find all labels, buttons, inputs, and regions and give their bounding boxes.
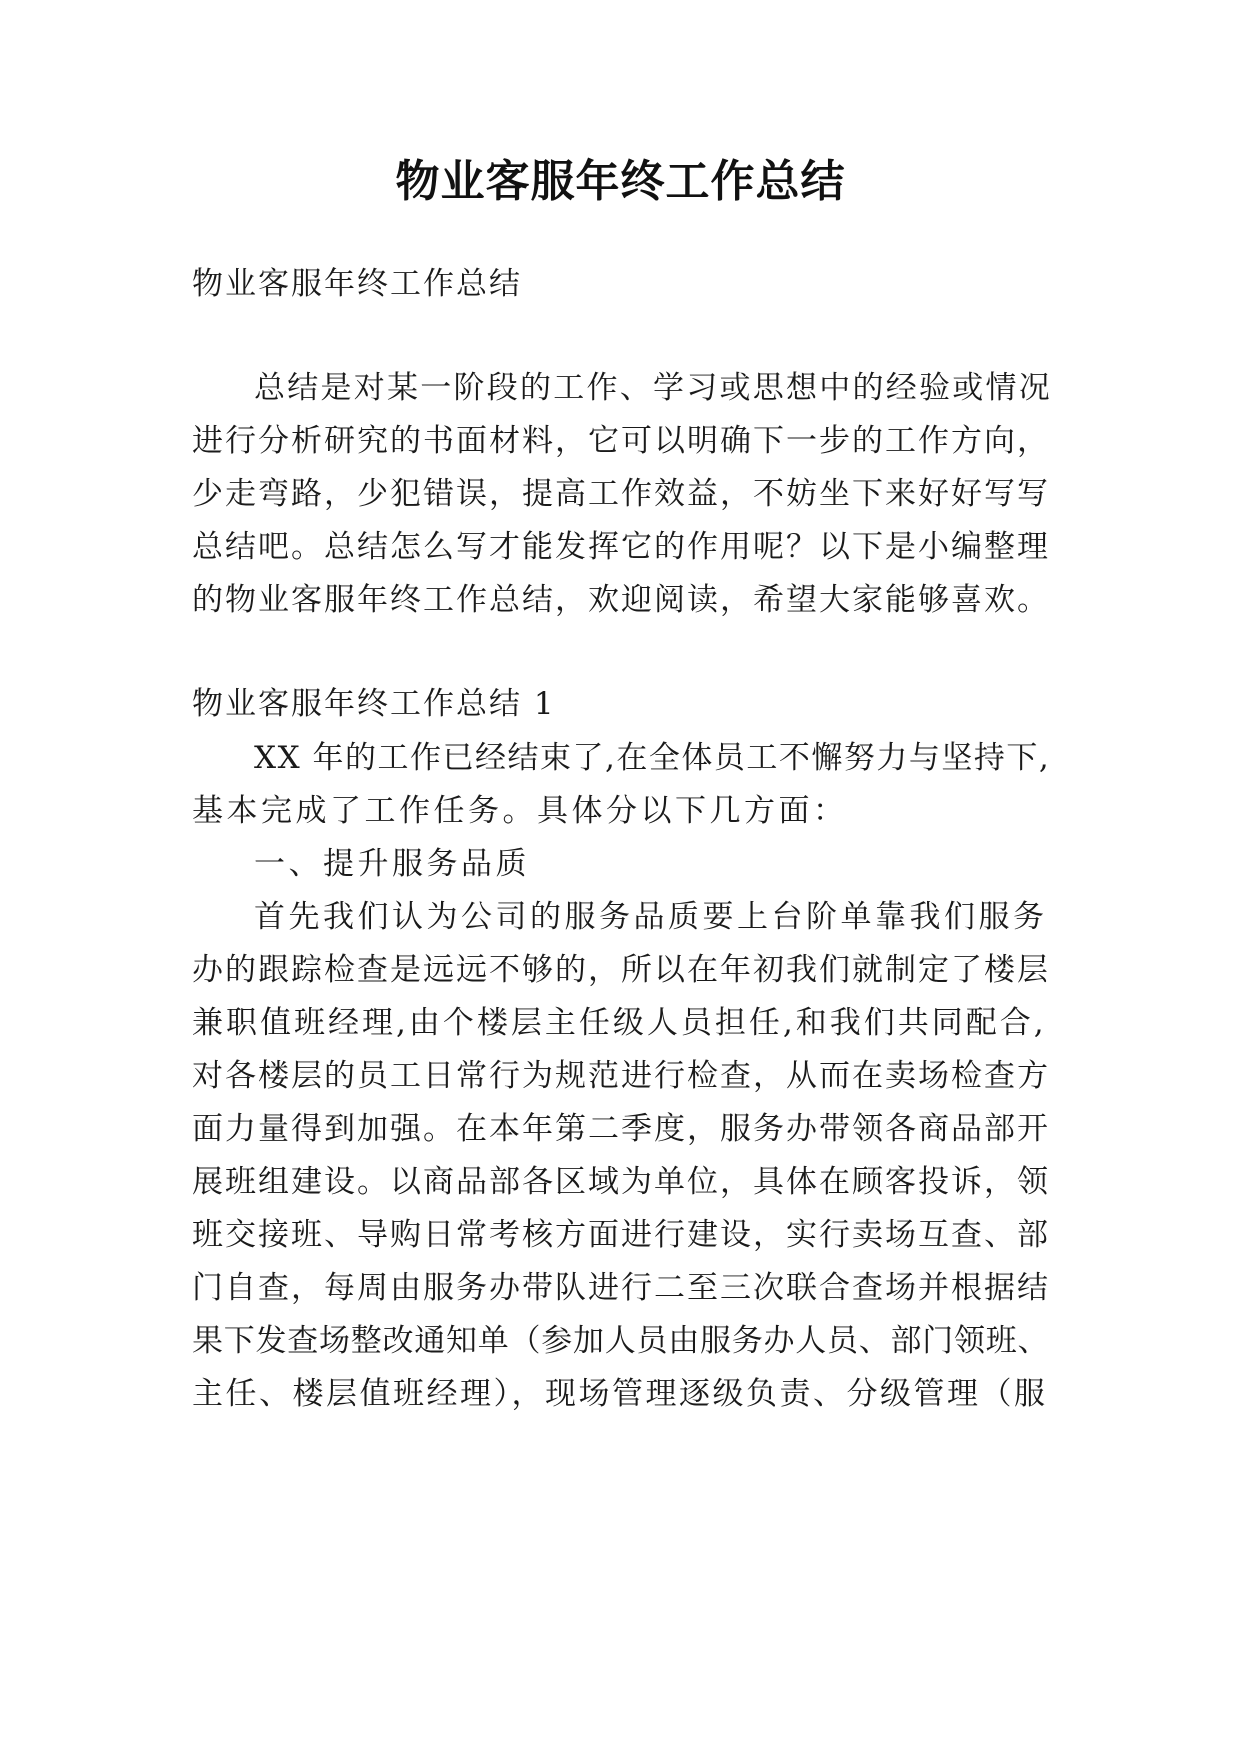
intro-line: 的物业客服年终工作总结，欢迎阅读，希望大家能够喜欢。 (192, 582, 1050, 618)
section-intro-line: XX 年的工作已经结束了,在全体员工不懈努力与坚持下, (254, 740, 1051, 776)
body-line: 对各楼层的员工日常行为规范进行检查，从而在卖场检查方 (192, 1058, 1050, 1094)
item-heading: 一、提升服务品质 (254, 846, 530, 882)
body-line: 面力量得到加强。在本年第二季度，服务办带领各商品部开 (192, 1111, 1050, 1147)
intro-line: 少走弯路，少犯错误，提高工作效益，不妨坐下来好好写写 (192, 476, 1050, 512)
section-intro-line: 基本完成了工作任务。具体分以下几方面： (192, 793, 848, 829)
intro-line: 总结吧。总结怎么写才能发挥它的作用呢？以下是小编整理 (192, 529, 1050, 565)
document-subtitle: 物业客服年终工作总结 (192, 266, 522, 302)
body-line: 首先我们认为公司的服务品质要上台阶单靠我们服务 (254, 899, 1048, 935)
body-line: 兼职值班经理,由个楼层主任级人员担任,和我们共同配合, (192, 1005, 1047, 1041)
body-line: 主任、楼层值班经理），现场管理逐级负责、分级管理（服 (192, 1376, 1048, 1412)
document-title: 物业客服年终工作总结 (395, 156, 846, 207)
section-heading: 物业客服年终工作总结 1 (192, 686, 556, 722)
body-line: 展班组建设。以商品部各区域为单位，具体在顾客投诉，领 (192, 1164, 1050, 1200)
intro-line: 总结是对某一阶段的工作、学习或思想中的经验或情况 (254, 370, 1052, 406)
body-line: 班交接班、导购日常考核方面进行建设，实行卖场互查、部 (192, 1217, 1050, 1253)
intro-line: 进行分析研究的书面材料，它可以明确下一步的工作方向， (192, 423, 1050, 459)
body-line: 果下发查场整改通知单（参加人员由服务办人员、部门领班、 (192, 1323, 1050, 1359)
body-line: 办的跟踪检查是远远不够的，所以在年初我们就制定了楼层 (192, 952, 1050, 988)
body-line: 门自查，每周由服务办带队进行二至三次联合查场并根据结 (192, 1270, 1050, 1306)
